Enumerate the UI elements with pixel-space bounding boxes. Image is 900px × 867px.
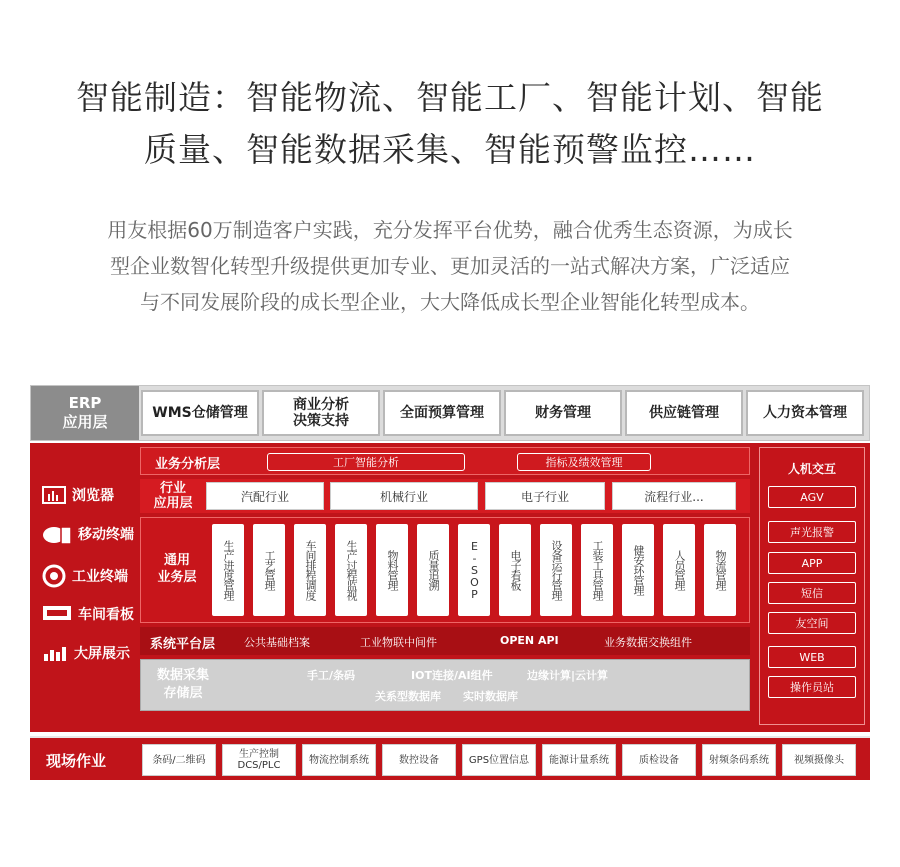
field-item: 质检设备 [622,744,696,776]
interaction-item: APP [768,552,856,574]
interaction-item: 友空间 [768,612,856,634]
paragraph-line-1: 用友根据60万制造客户实践，充分发挥平台优势，融合优秀生态资源，为成长 [107,218,793,242]
field-operation-layer [30,736,870,780]
terminal-browser [42,485,114,505]
field-item: 视频摄像头 [782,744,856,776]
field-item: 条码/二维码 [142,744,216,776]
data-label: 数据采集 存储层 [156,668,209,701]
human-machine-interaction [759,447,865,725]
field-item: 能源计量系统 [542,744,616,776]
system-item: 业务数据交换组件 [604,636,692,649]
system-item: 公共基础档案 [244,636,310,649]
interaction-title: 人机交互 [787,462,836,476]
general-item: 健安环管理 [622,524,654,616]
field-item: GPS位置信息 [462,744,536,776]
terminal-label: 移动终端 [78,527,134,543]
terminal-label: 车间看板 [78,607,134,623]
field-item: 生产控制 DCS/PLC [222,744,296,776]
terminal-list [30,443,138,732]
general-item: 生产进度管理 [212,524,244,616]
general-item: 工艺管理 [253,524,285,616]
general-item: 人员管理 [663,524,695,616]
data-collection-layer [140,659,750,711]
architecture-diagram [30,385,870,780]
field-item: 射频条码系统 [702,744,776,776]
general-item: 物流管理 [704,524,736,616]
data-item: IOT连接/AI组件 [411,669,493,682]
business-analysis-layer [140,447,750,475]
erp-layer [30,385,870,441]
industry-item: 汽配行业 [206,482,324,510]
data-item: 手工/条码 [307,669,356,682]
terminal-big-screen [42,643,130,663]
cloud-mobile-icon [42,523,72,545]
field-item: 数控设备 [382,744,456,776]
general-item: E-SOP [458,524,490,616]
general-item: 车间排程调度 [294,524,326,616]
data-item: 边缘计算|云计算 [527,669,609,682]
data-item: 实时数据库 [463,690,518,703]
data-item: 关系型数据库 [375,690,441,703]
general-item: 工装工具管理 [581,524,613,616]
interaction-item: 操作员站 [768,676,856,698]
erp-item: 财务管理 [504,390,622,436]
interaction-item: 声光报警 [768,521,856,543]
industry-item: 电子行业 [485,482,605,510]
industry-layer [140,479,750,513]
terminal-label: 浏览器 [72,488,114,504]
system-platform-layer [140,627,750,655]
terminal-label: 工业终端 [72,569,128,585]
general-item: 设备运行管理 [540,524,572,616]
headline-line-2: 质量、智能数据采集、智能预警监控…… [144,130,756,169]
erp-item: 人力资本管理 [746,390,864,436]
erp-label-line-2: 应用层 [62,413,108,431]
terminal-label: 大屏展示 [74,646,130,662]
gear-icon [42,564,66,588]
general-item: 物料管理 [376,524,408,616]
terminal-workshop-board [42,604,134,624]
paragraph-line-2: 型企业数智化转型升级提供更加专业、更加灵活的一站式解决方案，广泛适应 [110,254,790,278]
terminal-mobile [42,523,134,545]
erp-label-line-1: ERP [68,394,102,412]
business-analysis-label: 业务分析层 [155,457,221,472]
erp-item: 商业分析 决策支持 [262,390,380,436]
system-label: 系统平台层 [150,637,216,652]
erp-item: 供应链管理 [625,390,743,436]
general-item: 生产过程监视 [335,524,367,616]
field-item: 物流控制系统 [302,744,376,776]
system-item: 工业物联中间件 [360,636,437,649]
paragraph-line-3: 与不同发展阶段的成长型企业，大大降低成长型企业智能化转型成本。 [140,290,760,314]
field-label: 现场作业 [46,752,107,770]
interaction-item: AGV [768,486,856,508]
erp-item: 全面预算管理 [383,390,501,436]
erp-layer-label [31,386,139,440]
general-business-layer [140,517,750,623]
erp-item: WMS仓储管理 [141,390,259,436]
industry-item: 机械行业 [330,482,478,510]
interaction-item: 短信 [768,582,856,604]
terminal-industrial [42,564,128,588]
browser-icon [42,486,66,504]
business-analysis-item: 指标及绩效管理 [517,453,651,471]
industry-item: 流程行业... [612,482,736,510]
general-label: 通用 业务层 [157,553,197,585]
interaction-item: WEB [768,646,856,668]
platform-area [30,443,870,732]
bar-chart-icon [42,644,68,662]
headline-line-1: 智能制造：智能物流、智能工厂、智能计划、智能 [76,78,824,117]
business-analysis-item: 工厂智能分析 [267,453,465,471]
board-icon [42,605,72,623]
system-item: OPEN API [500,634,559,647]
general-item: 电子看板 [499,524,531,616]
general-item: 质量追溯 [417,524,449,616]
industry-label: 行业 应用层 [153,481,193,511]
